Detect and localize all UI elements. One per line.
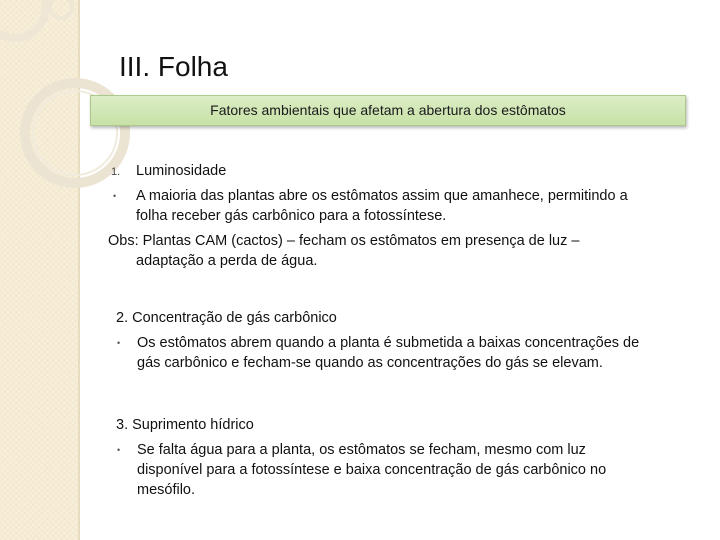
bullet-text-line: folha receber gás carbônico para a fotossíntese.: [136, 208, 447, 224]
bullet-text-line: Os estômatos abrem quando a planta é submetida a baixas concentrações de: [137, 335, 640, 351]
obs-text-line: Obs: Plantas CAM (cactos) – fecham os estômatos em presença de luz –: [108, 233, 580, 249]
bullet-text-line: gás carbônico e fecham-se quando as concentrações do gás se elevam.: [137, 355, 603, 371]
bullet-text-line: mesófilo.: [137, 482, 196, 498]
slide-title: III. Folha: [119, 51, 228, 82]
bullet-text-line: disponível para a fotossíntese e baixa concentração de gás carbônico no: [137, 462, 607, 478]
bullet-text-line: A maioria das plantas abre os estômatos assim que amanhece, permitindo a: [136, 188, 628, 204]
section-heading-suprimento-hidrico: 3. Suprimento hídrico: [116, 417, 254, 433]
section-heading-luminosidade: Luminosidade: [136, 163, 227, 179]
bullet-text-line: Se falta água para a planta, os estômatos se fecham, mesmo com luz: [137, 442, 586, 458]
obs-text-line: adaptação a perda de água.: [136, 253, 318, 269]
section-heading-gas-carbonico: 2. Concentração de gás carbônico: [116, 310, 337, 326]
bullet-icon: •: [117, 338, 121, 348]
bullet-icon: •: [117, 445, 121, 455]
list-number: 1.: [111, 166, 121, 178]
subtitle-banner: Fatores ambientais que afetam a abertura dos estômatos: [90, 95, 686, 126]
bullet-icon: •: [113, 191, 117, 201]
